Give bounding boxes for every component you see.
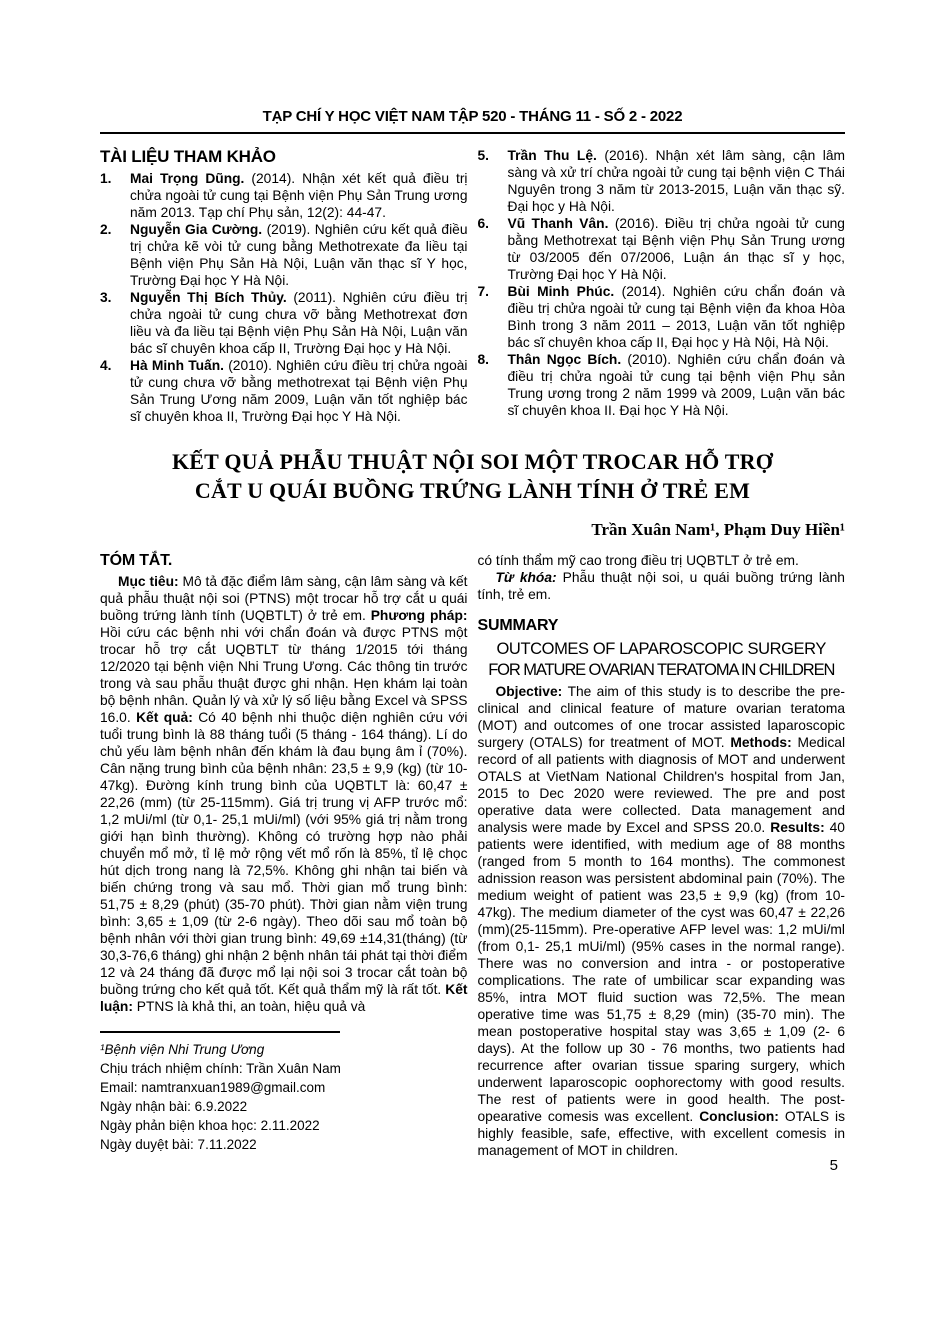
reference-author: Hà Minh Tuấn. <box>130 358 224 373</box>
references-right-column <box>478 147 846 425</box>
reference-author: Mai Trọng Dũng. <box>130 171 245 186</box>
reference-item <box>100 357 468 425</box>
reference-number: 1. <box>100 171 112 186</box>
journal-header: TẠP CHÍ Y HỌC VIỆT NAM TẬP 520 - THÁNG 11 - SỐ 2 - 2022 <box>100 108 845 134</box>
reference-author: Vũ Thanh Vân. <box>507 216 609 231</box>
footnote-divider <box>100 1031 340 1033</box>
abstract-paragraph: Mục tiêu: Mô tả đặc điểm lâm sàng, cận lâm sàng và kết quả phẫu thuật nội soi (PTNS) một trocar hỗ trợ cắt u quái buồng trứng lành tính (UQBTLT) ở trẻ em. Phương pháp: Hồi cứu các bệnh nhi với chẩn đoán và được PTNS một trocar hỗ trợ cắt UQBTLT từ tháng 1/2015 tới tháng 12/2020 tại bệnh viện Nhi Trung Ương. Các thông tin trước trong và sau phẫu thuật được ghi nhận. Hẹn khám lại toàn bộ bệnh nhân. Quản lý và xử lý số liệu bằng Excel và SPSS 16.0. Kết quả: Có 40 bệnh nhi thuộc diện nghiên cứu với tuổi trung bình là 88 tháng tuổi (5 tháng - 164 tháng). Lí do chủ yếu làm bệnh nhân đến khám là đau bụng âm ỉ (70%). Cân nặng trung bình của bệnh nhân: 23,5 ± 9,9 (kg) (từ 10- 47kg). Đường kính trung bình của UQBTLT là: 60,47 ± 22,26 (mm) (từ 25-115mm). Giá trị trung vị AFP trước mổ: 1,2 mUi/ml (từ 0,1- 25,1 mUi/ml) (với 95% giá trị nằm trong giới hạn bình thường). Không có trường hợp nào phải chuyển mổ mở, tỉ lệ mở rộng vết mổ rốn là 85%, tỉ lệ chọc hút dịch trong nang là 72,5%. Không ghi nhận tai biến và biến chứng trong và sau mổ. Thời gian mổ trung bình: 51,75 ± 8,29 (phút) (35-70 phút). Thời gian nằm viện trung bình: 3,65 ± 1,09 (từ 2-6 ngày). Theo dõi sau mổ toàn bộ bệnh nhân với thời gian trung bình: 49,69 ±14,31(tháng) (từ 30,3-76,6 tháng) ghi nhận 2 bệnh nhân tái phát tại thời điểm 12 và 24 tháng đã được mổ lại nội soi 3 trocar cắt toàn bộ buồng trứng cho kết quả tốt. Kết quả thẩm mỹ là rất tốt. Kết luận: PTNS là khả thi, an toàn, hiệu quả và <box>100 573 468 1014</box>
reference-text <box>508 147 846 215</box>
reference-item <box>478 215 846 283</box>
reference-body: (2014). Nhận xét kết quả điều trị chửa ngoài tử cung tại Bệnh viện Phụ Sản Trung ương năm 2013. Tạp chí Phụ sản, 12(2): 44-47. <box>130 171 468 220</box>
reference-item <box>100 170 468 221</box>
references-left-column <box>100 147 468 425</box>
summary-title <box>478 639 846 681</box>
summary-title-line2: FOR MATURE OVARIAN TERATOMA IN CHILDREN <box>488 660 835 679</box>
summary-column <box>478 552 846 1159</box>
reference-text <box>508 283 846 351</box>
reference-author: Bùi Minh Phúc. <box>507 284 615 299</box>
reference-author: Nguyễn Gia Cường. <box>130 222 263 237</box>
reference-body: (2019). Nghiên cứu kết quả điều trị chửa kẽ vòi tử cung bằng Methotrexate đa liều tại Bệnh viện Phụ Sản Hà Nội, Luận văn thạc sĩ Y học, Trường Đại học Y Hà Nội. <box>130 222 468 288</box>
reference-number: 3. <box>100 290 112 305</box>
page-number: 5 <box>829 1157 838 1174</box>
summary-paragraph: Objective: The aim of this study is to describe the pre-clinical and clinical feature of mature ovarian teratoma (MOT) and outcomes of one trocar assisted laparoscopic surgery (OTALS) for treatment of MOT. Methods: Medical record of all patients with diagnosis of MOT and underwent OTALS at VietNam National Children's hospital from Jan, 2015 to Dec 2020 were reviewed. The pre and post operative data were collected. Data management and analysis were made by Excel and SPSS 20.0. Results: 40 patients were identified, with medium age of 88 months (ranged from 5 month to 164 months). The commonest adnission reason was persistent abdominal pain (70%). The medium weight of patient was 23,5 ± 9,9 (kg) (from 10- 47kg). The medium diameter of the cyst was 60,47 ± 22,26 (mm)(25-115mm). Pre-operative AFP level was: 1,2 mUi/ml (from 0,1- 25,1 mUi/ml) (95% cases in the normal range). There was no conversion and intra - or postoperative complications. The rate of umbilicar scar expanding was 85%, intra MOT fluid suction was 72,5%. The mean operative time was 51,75 ± 8,29 (min) (35-70 min). The mean postoperative hospital stay was 3,65 ± 1,09 (2- 6 days). At the follow up 30 - 76 months, two patients had recurrence after ovarian tissue sparing surgery, which underwent laparoscopic oophorectomy with good results. The rest of patients were in good health. The post-opearative comesis was excellent. Conclusion: OTALS is highly feasible, safe, effective, with excellent comesis in management of MOT in children. <box>477 683 846 1158</box>
summary-section <box>478 617 846 1159</box>
reference-author: Nguyễn Thị Bích Thủy. <box>130 290 287 305</box>
footnote-corresponding-author: Chịu trách nhiệm chính: Trần Xuân Nam <box>100 1060 341 1076</box>
reference-text <box>130 357 468 425</box>
article-title <box>100 447 845 505</box>
reference-author: Trần Thu Lệ. <box>507 148 597 163</box>
summary-heading: SUMMARY <box>477 616 559 634</box>
reference-item <box>478 147 846 215</box>
reference-text <box>130 289 468 357</box>
reference-number: 5. <box>477 148 490 163</box>
references-section <box>100 147 845 425</box>
reference-body: (2010). Nghiên cứu chẩn đoán và điều trị chửa ngoài tử cung tại bệnh viện Phụ sản Trung ương trong 2 năm 1999 và 2009, Luận văn bác sĩ chuyên khoa II. Đại học Y Hà Nội. <box>507 352 845 418</box>
reference-text <box>130 221 468 289</box>
reference-text <box>130 170 468 221</box>
reference-item <box>478 351 846 419</box>
reference-text <box>508 215 846 283</box>
reference-author: Thân Ngọc Bích. <box>507 352 622 367</box>
reference-number: 4. <box>100 358 112 373</box>
reference-body: (2016). Nhận xét lâm sàng, cận lâm sàng và xử trí chửa ngoài tử cung tại bệnh viện C Thái Nguyên trong 3 năm từ 2013-2015, Luận văn thạc sỹ. Đại học y Hà Nội. <box>507 148 845 214</box>
article-body <box>100 552 845 1159</box>
abstract-continuation: có tính thẩm mỹ cao trong điều trị UQBTLT ở trẻ em. <box>477 552 799 568</box>
abstract-column <box>100 552 468 1159</box>
footnote-received-date: Ngày nhận bài: 6.9.2022 <box>100 1098 248 1114</box>
reference-body: (2011). Nghiên cứu điều trị chửa ngoài tử cung chưa vỡ bằng Methotrexat đơn liều và đa liều tại Bệnh viện Phụ Sản Hà Nội, Luận văn bác sĩ chuyên khoa cấp II, Trường Đại học y Hà Nội. <box>130 290 468 356</box>
reference-item <box>100 221 468 289</box>
footnote-block <box>100 1031 468 1154</box>
references-heading: TÀI LIỆU THAM KHẢO <box>100 147 276 166</box>
article-title-line2: CẮT U QUÁI BUỒNG TRỨNG LÀNH TÍNH Ở TRẺ EM <box>194 478 751 503</box>
reference-text <box>508 351 846 419</box>
keywords-paragraph: Từ khóa: Phẫu thuật nội soi, u quái buồng trứng lành tính, trẻ em. <box>477 569 845 602</box>
abstract-heading: TÓM TẮT. <box>100 551 173 569</box>
reference-body: (2010). Nghiên cứu điều trị chửa ngoài tử cung chưa vỡ bằng methotrexat tại Bệnh viện Phụ Sản Trung Ương năm 2009, Luận văn tốt nghiệp bác sĩ chuyên khoa II, Trường Đại học Y Hà Nội. <box>130 358 468 424</box>
reference-number: 7. <box>477 284 490 299</box>
reference-number: 8. <box>477 352 490 367</box>
summary-title-line1: OUTCOMES OF LAPAROSCOPIC SURGERY <box>496 639 826 658</box>
article-title-line1: KẾT QUẢ PHẪU THUẬT NỘI SOI MỘT TROCAR HỖ TRỢ <box>171 449 774 474</box>
reference-item <box>100 289 468 357</box>
article-authors: Trần Xuân Nam¹, Phạm Duy Hiền¹ <box>591 519 845 539</box>
footnote-review-date: Ngày phản biện khoa học: 2.11.2022 <box>100 1117 320 1133</box>
footnote-accepted-date: Ngày duyệt bài: 7.11.2022 <box>100 1136 257 1152</box>
reference-body: (2016). Điều trị chửa ngoài tử cung bằng Methotrexat tại Bệnh viện Phụ Sản Trung ương từ 03/2005 đến 07/2006, Luận án thạc sĩ y học, Trường Đại học Y Hà Nội. <box>507 216 845 282</box>
reference-item <box>478 283 846 351</box>
reference-body: (2014). Nghiên cứu chẩn đoán và điều trị chửa ngoài tử cung tại Bệnh viện đa khoa Hòa Bình trong 3 năm 2011 – 2013, Luận văn tốt nghiệp bác sĩ chuyên khoa cấp II, Đại học y Hà Nội, Hà Nội. <box>507 284 845 350</box>
footnote-affiliation: ¹Bệnh viện Nhi Trung Ương <box>100 1041 265 1057</box>
footnote-email: Email: namtranxuan1989@gmail.com <box>100 1079 326 1095</box>
reference-number: 6. <box>477 216 490 231</box>
reference-number: 2. <box>100 222 112 237</box>
